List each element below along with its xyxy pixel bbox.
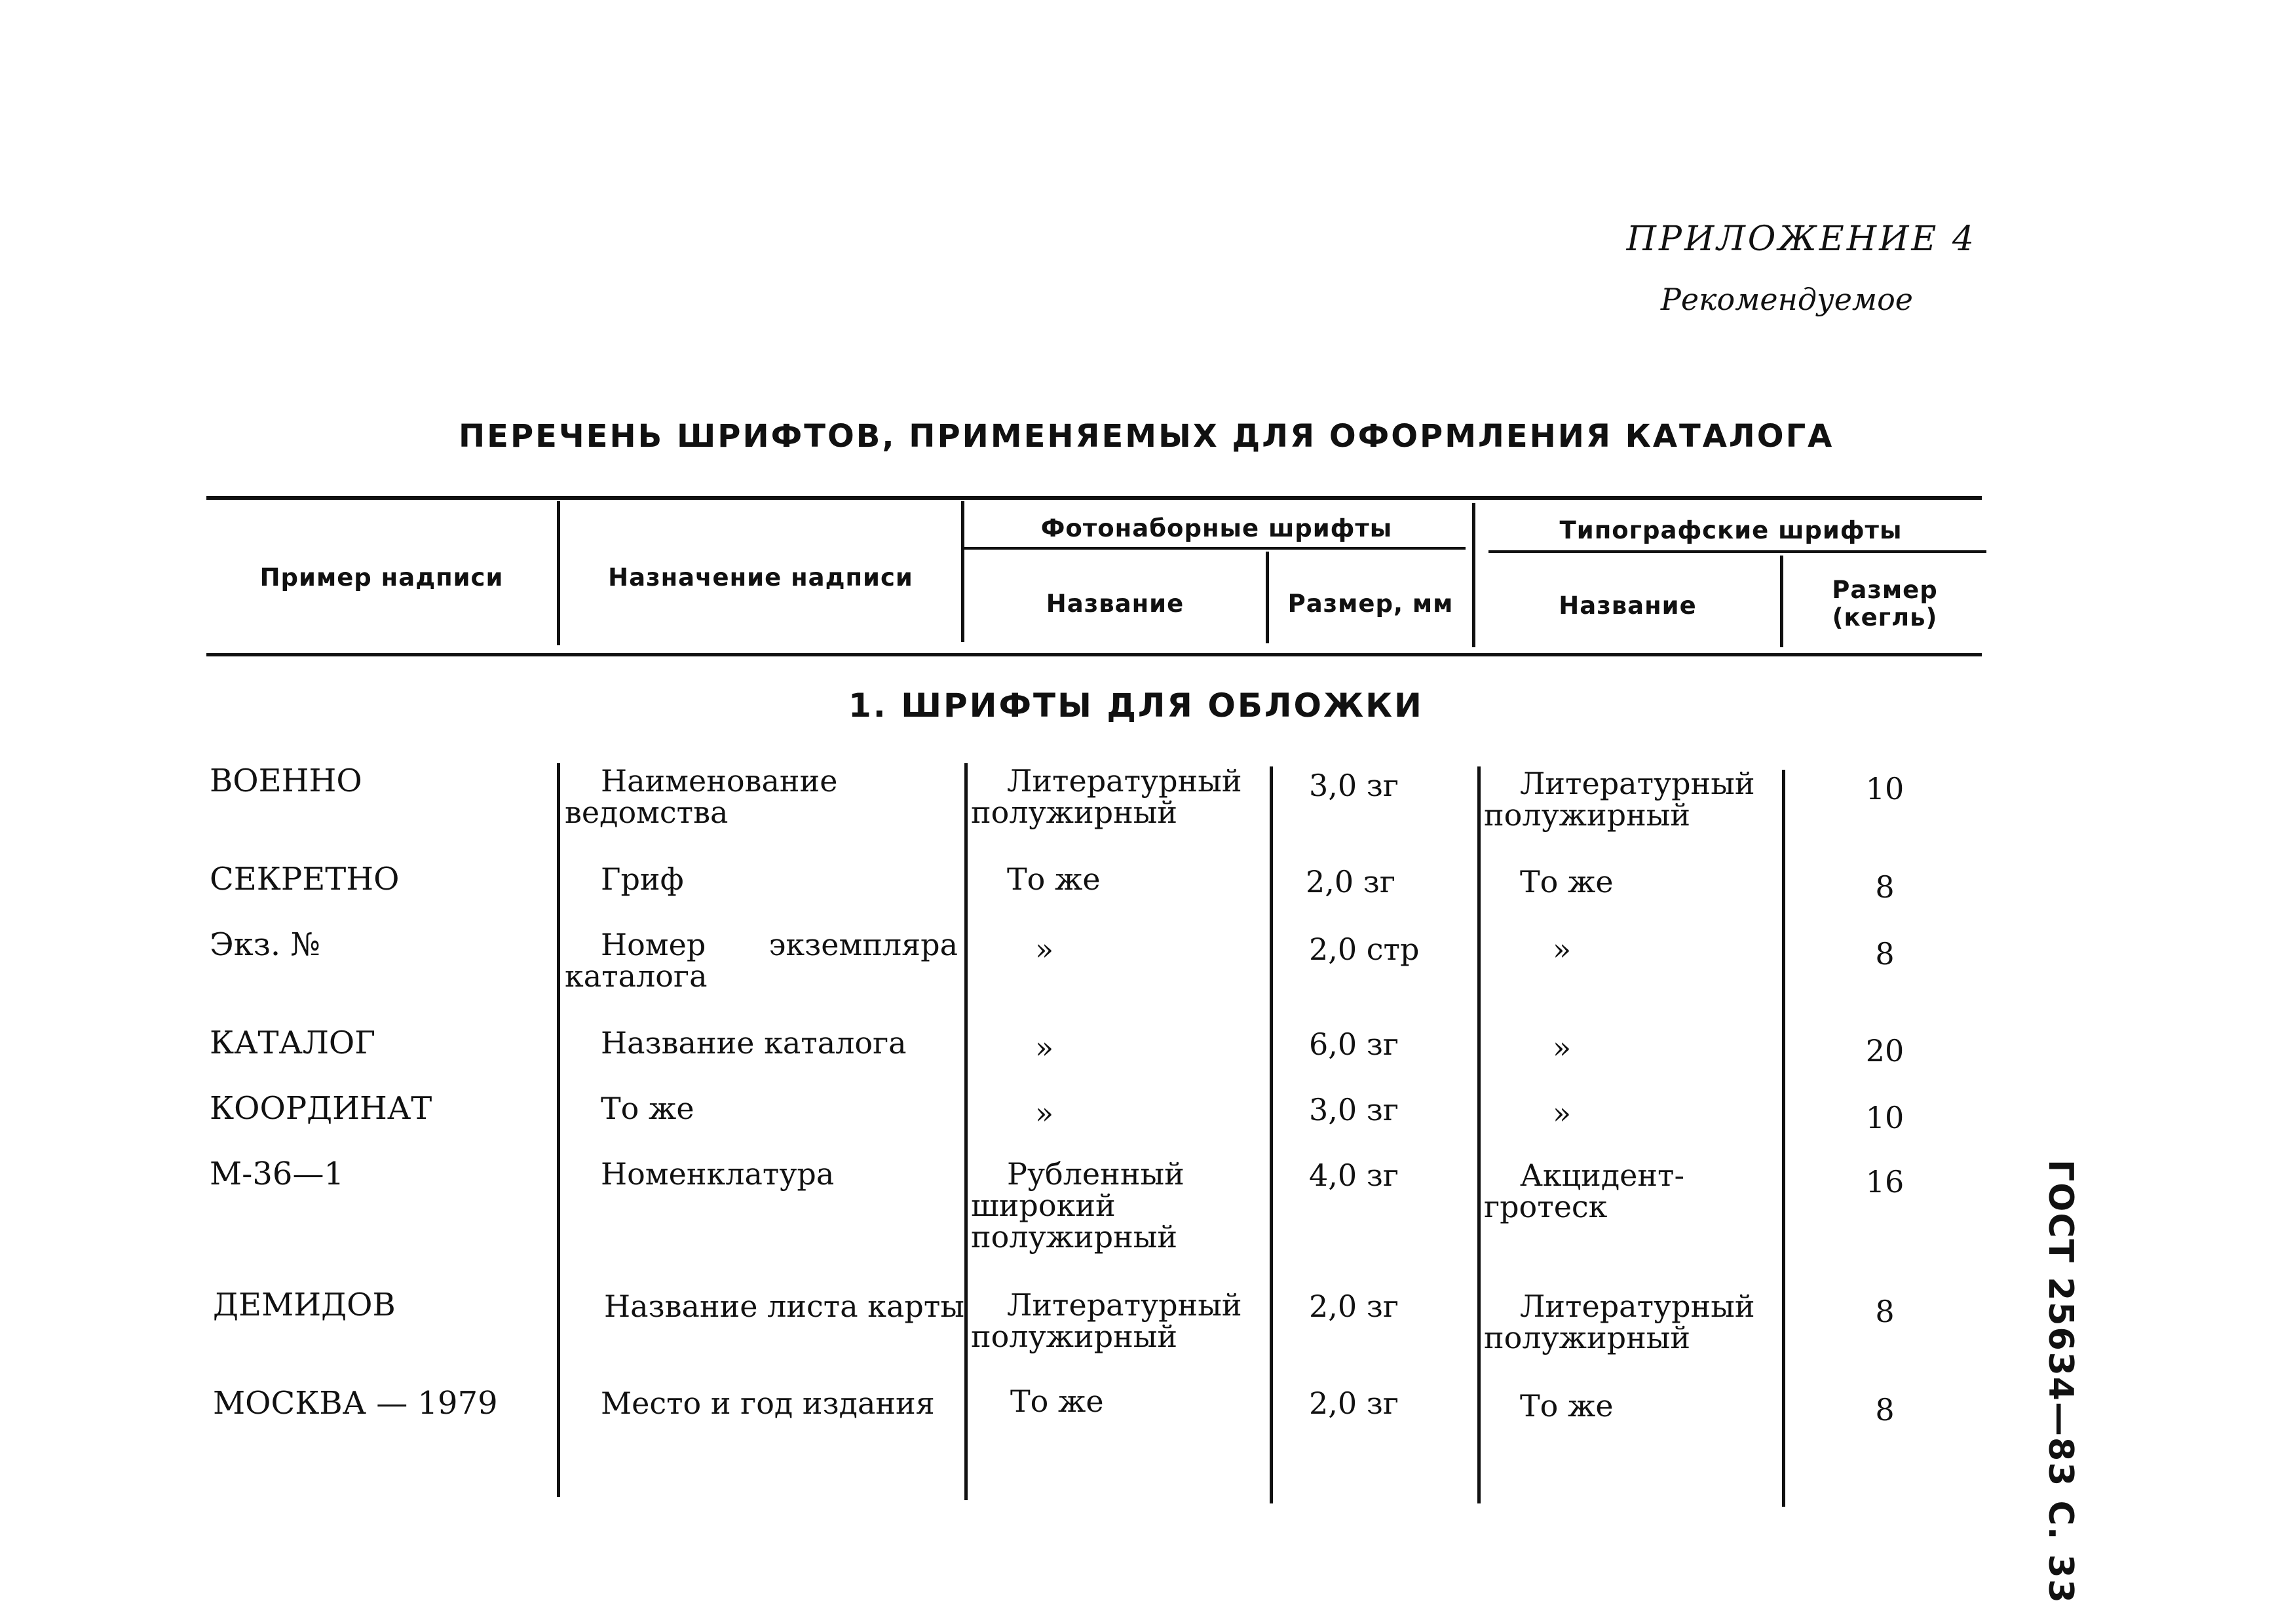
table-cell-photo-size: 3,0 зг [1309, 1092, 1399, 1127]
appendix-label: ПРИЛОЖЕНИЕ 4 [1626, 219, 1977, 259]
table-cell-photo-size: 2,0 стр [1309, 932, 1420, 967]
column-header-typo-name: Название [1559, 592, 1697, 620]
table-cell-photo-name: Рубленный широкий полужирный [971, 1156, 1184, 1255]
table-cell-photo-name: Литературный полужирный [971, 763, 1242, 830]
table-cell-purpose: Номер экземпляра каталога [565, 927, 958, 994]
table-cell-typo-size: 10 [1865, 771, 1905, 806]
table-cell-photo-name: » [1035, 932, 1054, 967]
table-cell-photo-size: 4,0 зг [1309, 1158, 1399, 1193]
table-cell-example: КООРДИНАТ [210, 1090, 432, 1127]
table-cell-photo-name: » [1035, 1095, 1054, 1131]
table-cell-example: КАТАЛОГ [210, 1025, 376, 1061]
table-cell-typo-size: 8 [1875, 1294, 1895, 1329]
column-header-purpose: Назначение надписи [608, 563, 913, 592]
table-cell-typo-name: То же [1520, 864, 1614, 899]
table-cell-typo-size: 10 [1865, 1100, 1905, 1135]
table-cell-typo-name: » [1553, 932, 1572, 967]
table-cell-typo-name: » [1553, 1030, 1572, 1065]
table-cell-purpose: То же [601, 1091, 694, 1126]
column-divider [1477, 766, 1481, 1503]
table-cell-typo-name: Литературный полужирный [1484, 1289, 1755, 1355]
column-header-photo-group: Фотонаборные шрифты [1040, 514, 1393, 542]
column-divider [1270, 766, 1273, 1503]
table-cell-example: ДЕМИДОВ [213, 1287, 396, 1323]
table-cell-purpose: Наименование ведомства [565, 763, 838, 830]
table-cell-example: Экз. № [210, 926, 320, 963]
table-cell-photo-name: » [1035, 1030, 1054, 1065]
appendix-status: Рекомендуемое [1660, 282, 1913, 317]
table-cell-typo-name: То же [1520, 1388, 1614, 1424]
table-cell-example: СЕКРЕТНО [210, 861, 400, 897]
table-cell-purpose: Название листа карты [604, 1289, 964, 1324]
table-cell-purpose: Номенклатура [601, 1156, 835, 1192]
photo-group-rule [964, 547, 1466, 550]
table-cell-photo-size: 2,0 зг [1309, 1386, 1399, 1421]
table-cell-photo-name: Литературный полужирный [971, 1287, 1242, 1354]
column-header-photo-size: Размер, мм [1287, 590, 1454, 618]
table-cell-typo-size: 8 [1875, 1392, 1895, 1427]
column-header-example: Пример надписи [259, 563, 504, 592]
table-cell-typo-name: Акцидент-гротеск [1484, 1158, 1685, 1224]
table-cell-typo-name: » [1553, 1095, 1572, 1131]
column-header-typo-group: Типографские шрифты [1559, 516, 1903, 544]
table-cell-typo-size: 8 [1875, 869, 1895, 905]
column-header-photo-name: Название [1046, 590, 1184, 618]
table-cell-typo-name: Литературный полужирный [1484, 766, 1755, 833]
table-cell-purpose: Место и год издания [601, 1386, 935, 1421]
section-title: 1. ШРИФТЫ ДЛЯ ОБЛОЖКИ [848, 687, 1424, 725]
table-cell-example: ВОЕННО [210, 763, 362, 799]
page-title: ПЕРЕЧЕНЬ ШРИФТОВ, ПРИМЕНЯЕМЫХ ДЛЯ ОФОРМЛЕНИЯ КАТАЛОГА [459, 418, 1834, 455]
column-divider [557, 763, 560, 1497]
column-header-typo-size: Размер (кегль) [1832, 576, 1938, 632]
table-cell-photo-name: То же [1007, 861, 1101, 897]
table-cell-typo-size: 8 [1875, 936, 1895, 972]
table-top-rule [206, 496, 1982, 500]
table-cell-purpose: Название каталога [601, 1025, 907, 1061]
table-header-bottom-rule [206, 653, 1982, 656]
table-cell-photo-size: 2,0 зг [1306, 864, 1395, 899]
table-cell-purpose: Гриф [601, 861, 684, 897]
column-divider [964, 763, 968, 1500]
table-cell-typo-size: 20 [1865, 1033, 1905, 1068]
table-cell-typo-size: 16 [1865, 1164, 1905, 1199]
table-cell-photo-name: То же [1010, 1384, 1104, 1419]
table-cell-example: М-36—1 [210, 1156, 344, 1192]
table-cell-example: МОСКВА — 1979 [213, 1385, 498, 1422]
typo-group-rule [1488, 550, 1986, 553]
standard-page-stamp: ГОСТ 25634—83 С. 33 [2041, 1160, 2080, 1604]
table-cell-photo-size: 3,0 зг [1309, 768, 1399, 803]
table-cell-photo-size: 6,0 зг [1309, 1027, 1399, 1062]
table-cell-photo-size: 2,0 зг [1309, 1289, 1399, 1324]
